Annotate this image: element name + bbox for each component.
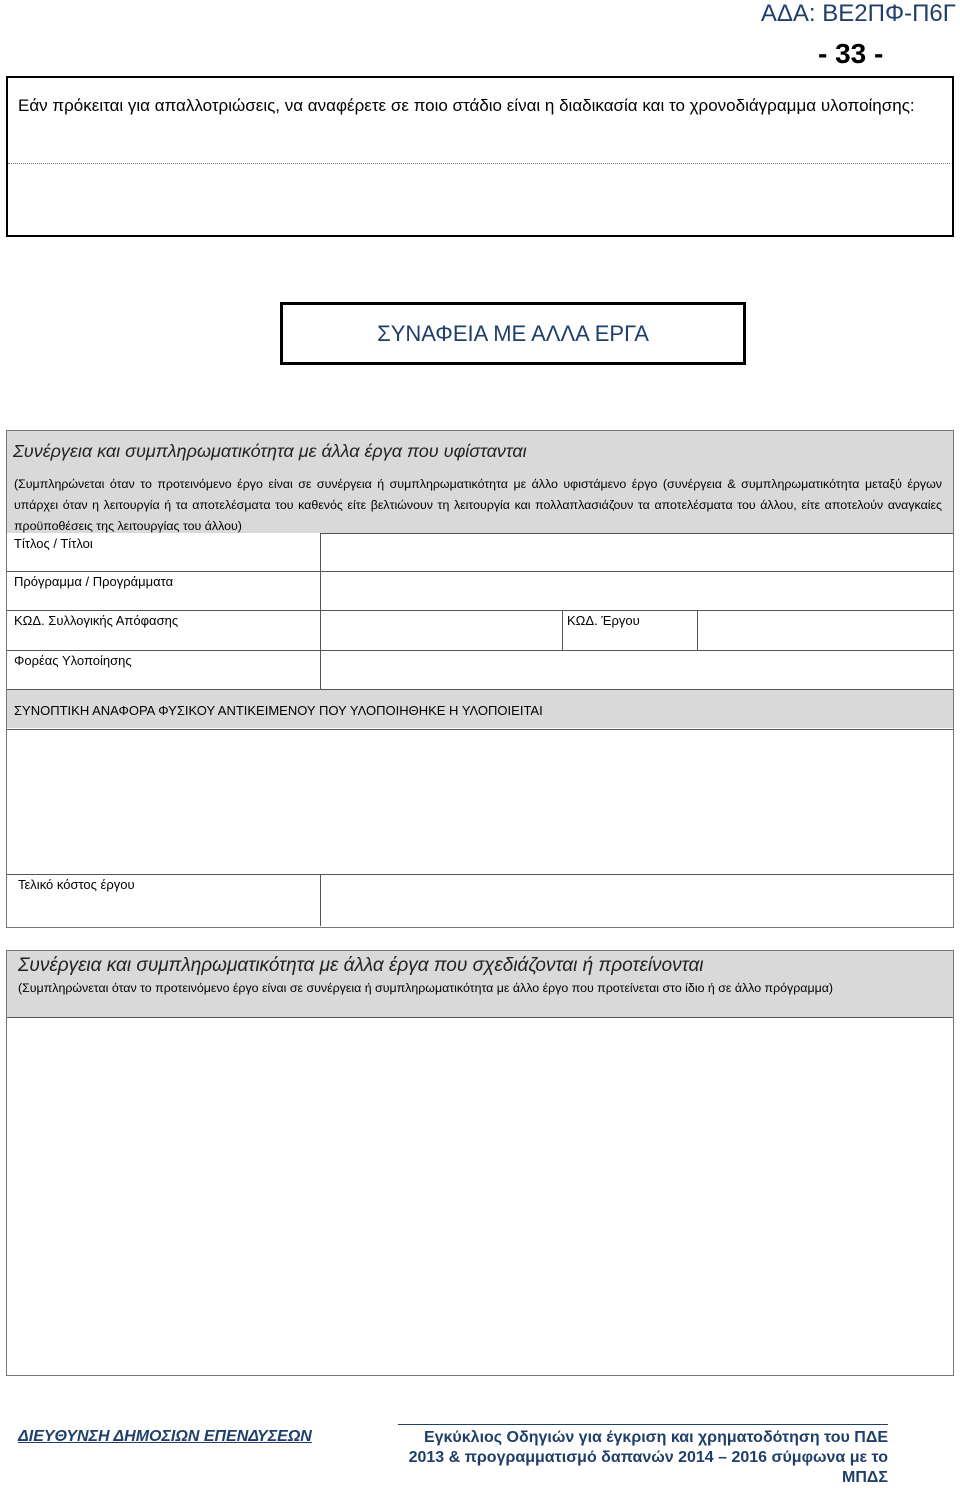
- row-divider: [7, 729, 953, 730]
- implementing-body-label: Φορέας Υλοποίησης: [14, 653, 132, 668]
- section-title: ΣΥΝΑΦΕΙΑ ΜΕ ΑΛΛΑ ΕΡΓΑ: [280, 302, 746, 365]
- implementing-body-field[interactable]: [322, 652, 952, 688]
- existing-note: (Συμπληρώνεται όταν το προτεινόμενο έργο είναι σε συνέργεια ή συμπληρωματικότητα με άλλο υφιστάμενο έργο (συνέργεια & συμπληρωματικότητα μεταξύ έργων υπάρχει όταν η λειτουργία ή τα αποτελέσματα του καθενός είτε βελτιώνουν τη λειτουργία και πολλαπλασιάζουν τα αποτελέσματα του άλλου, είτε αποτελούν αναγκαίες προϋποθέσεις της λειτουργίας του άλλου): [14, 477, 942, 533]
- ada-code: ΑΔΑ: ΒΕ2ΠΦ-Π6Γ: [760, 0, 956, 27]
- planned-projects-field[interactable]: [8, 1019, 952, 1373]
- final-cost-label: Τελικό κόστος έργου: [18, 877, 135, 892]
- planned-note: (Συμπληρώνεται όταν το προτεινόμενο έργο είναι σε συνέργεια ή συμπληρωματικότητα με άλλο έργο που προτείνεται στο ίδιο ή σε άλλο πρόγραμμα): [18, 981, 834, 995]
- column-divider: [562, 610, 563, 650]
- row-divider: [7, 650, 953, 651]
- title-label: Τίτλος / Τίτλοι: [14, 536, 93, 551]
- row-divider: [7, 874, 953, 875]
- footer-rule: [398, 1424, 888, 1425]
- programme-label: Πρόγραμμα / Προγράμματα: [14, 574, 174, 589]
- title-field[interactable]: [322, 535, 952, 570]
- expropriation-question: Εάν πρόκειται για απαλλοτριώσεις, να αναφέρετε σε ποιο στάδιο είναι η διαδικασία και το χρονοδιάγραμμα υλοποίησης:: [18, 96, 915, 115]
- row-divider: [7, 571, 953, 572]
- planned-heading: Συνέργεια και συμπληρωματικότητα με άλλα έργα που σχεδιάζονται ή προτείνονται: [18, 955, 704, 976]
- row-divider: [7, 689, 953, 690]
- dotted-answer-line: [8, 163, 950, 164]
- column-divider: [697, 610, 698, 650]
- summary-field[interactable]: [8, 731, 952, 873]
- column-divider: [320, 533, 321, 689]
- row-divider: [320, 533, 953, 534]
- row-divider: [7, 1017, 953, 1018]
- project-code-label: ΚΩΔ. Έργου: [567, 613, 640, 628]
- decision-code-field[interactable]: [322, 612, 561, 649]
- existing-heading: Συνέργεια και συμπληρωματικότητα με άλλα έργα που υφίστανται: [13, 441, 527, 461]
- footer-circular-title: Εγκύκλιος Οδηγιών για έγκριση και χρηματοδότηση του ΠΔΕ 2013 & προγραμματισμό δαπανών 2014 – 2016 σύμφωνα με το ΜΠΔΣ: [408, 1429, 888, 1486]
- decision-code-label: ΚΩΔ. Συλλογικής Απόφασης: [14, 613, 179, 628]
- column-divider: [320, 874, 321, 926]
- final-cost-field[interactable]: [322, 876, 952, 925]
- summary-label: ΣΥΝΟΠΤΙΚΗ ΑΝΑΦΟΡΑ ΦΥΣΙΚΟΥ ΑΝΤΙΚΕΙΜΕΝΟΥ ΠΟΥ ΥΛΟΠΟΙΗΘΗΚΕ Η ΥΛΟΠΟΙΕΙΤΑΙ: [14, 703, 543, 718]
- project-code-field[interactable]: [699, 612, 951, 649]
- page-number: - 33 -: [818, 38, 884, 69]
- row-divider: [7, 610, 953, 611]
- programme-field[interactable]: [322, 573, 952, 609]
- footer-directorate: ΔΙΕΥΘΥΝΣΗ ΔΗΜΟΣΙΩΝ ΕΠΕΝΔΥΣΕΩΝ: [18, 1428, 312, 1445]
